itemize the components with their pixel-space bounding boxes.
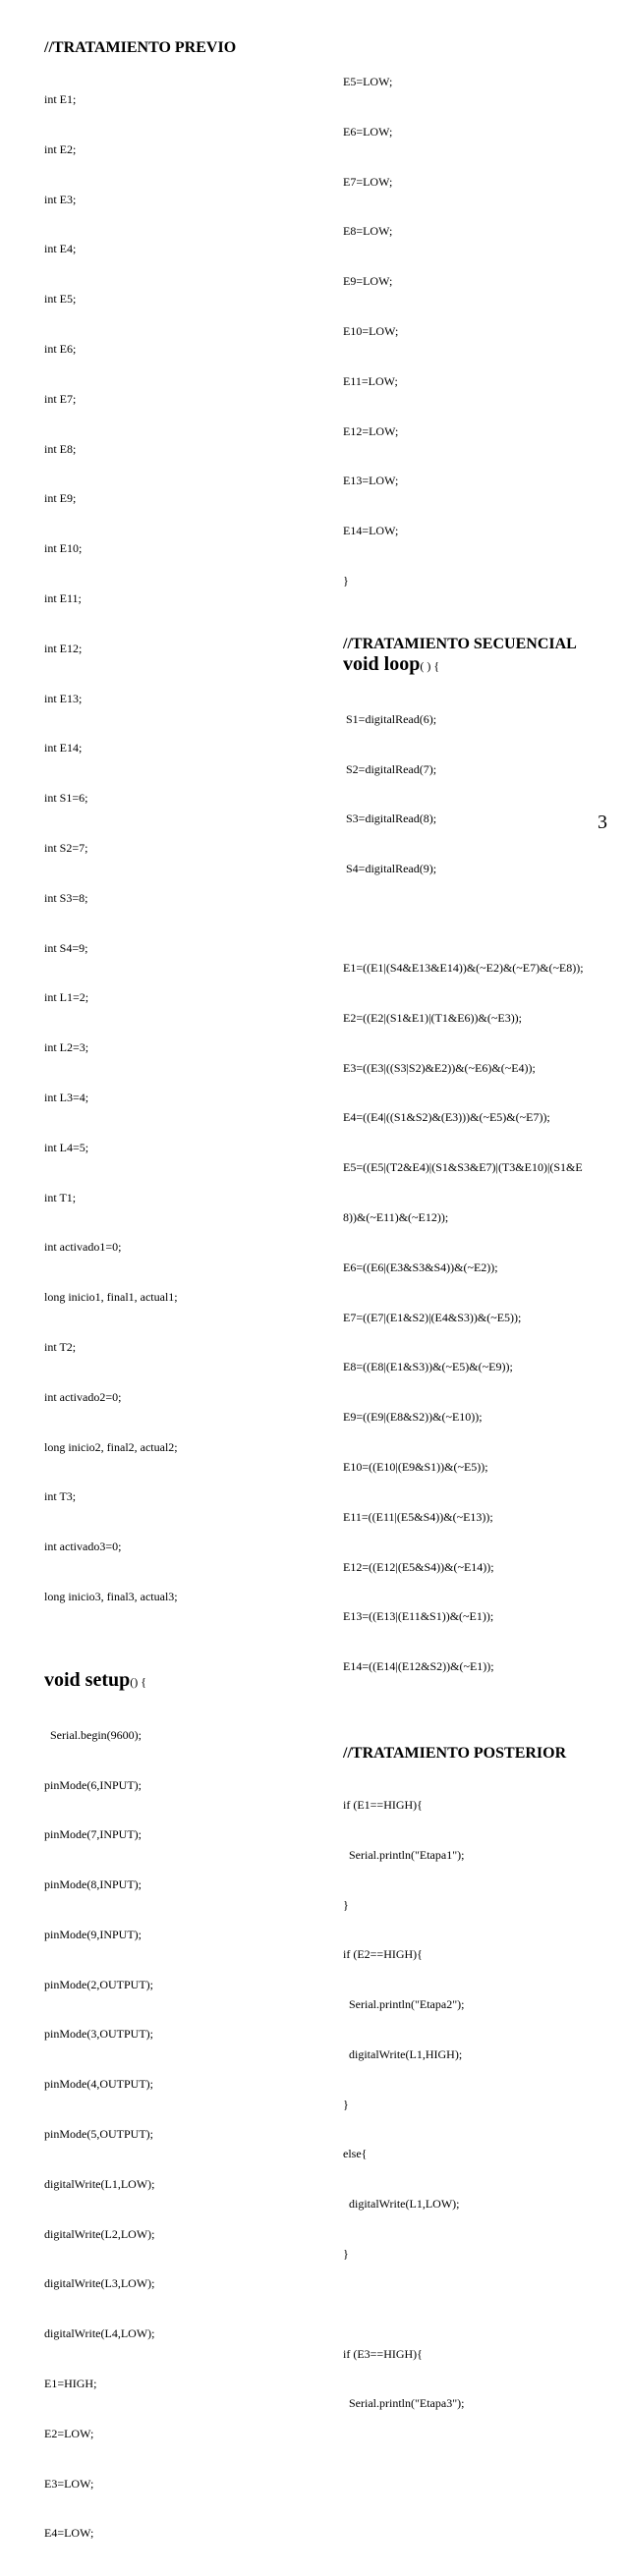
code-line: E6=((E6|(E3&S3&S4))&(~E2)); [343, 1260, 498, 1274]
code-line: E1=((E1|(S4&E13&E14))&(~E2)&(~E7)&(~E8)); [343, 960, 584, 975]
code-line: if (E2==HIGH){ [343, 1947, 423, 1962]
code-line: int E8; [44, 441, 77, 456]
code-line: E12=((E12|(E5&S4))&(~E14)); [343, 1559, 494, 1574]
code-line: int S2=7; [44, 840, 88, 855]
code-line: E2=LOW; [44, 2426, 94, 2440]
code-line: Serial.println("Etapa3"); [343, 2396, 465, 2411]
code-line: int E2; [44, 141, 77, 156]
code-line: pinMode(8,INPUT); [44, 1877, 142, 1892]
code-line: E11=((E11|(E5&S4))&(~E13)); [343, 1509, 493, 1524]
code-line: E5=LOW; [343, 75, 393, 88]
heading-tratamiento-secuencial: //TRATAMIENTO SECUENCIAL [343, 635, 577, 652]
code-line: E9=LOW; [343, 274, 393, 289]
code-line: E13=LOW; [343, 474, 399, 488]
code-line: E6=LOW; [343, 124, 393, 139]
code-line: E7=((E7|(E1&S2)|(E4&S3))&(~E5)); [343, 1310, 522, 1324]
code-line: E3=LOW; [44, 2476, 94, 2491]
code-line: S4=digitalRead(9); [343, 862, 437, 876]
code-line: Serial.begin(9600); [44, 1727, 142, 1742]
code-line: E10=((E10|(E9&S1))&(~E5)); [343, 1459, 488, 1474]
code-line: if (E1==HIGH){ [343, 1797, 423, 1812]
post-block [343, 1763, 618, 2446]
equations-block [343, 925, 618, 1709]
code-line: int T1; [44, 1190, 77, 1204]
code-line: pinMode(6,INPUT); [44, 1777, 142, 1792]
code-line: digitalWrite(L2,LOW); [44, 2226, 155, 2241]
setup-continued-block [343, 39, 618, 624]
code-line: int S1=6; [44, 791, 88, 806]
code-line: E14=LOW; [343, 524, 399, 538]
code-line: } [343, 2097, 349, 2111]
code-line: pinMode(4,OUTPUT); [44, 2077, 153, 2092]
setup-suffix: () { [130, 1674, 147, 1689]
code-line: E2=((E2|(S1&E1)|(T1&E6))&(~E3)); [343, 1010, 523, 1025]
code-line: E9=((E9|(E8&S2))&(~E10)); [343, 1410, 483, 1425]
code-line: E13=((E13|(E11&S1))&(~E1)); [343, 1609, 494, 1624]
code-line: int L3=4; [44, 1090, 89, 1104]
code-line: int E3; [44, 192, 77, 206]
code-line: int E13; [44, 691, 83, 705]
code-line: pinMode(3,OUTPUT); [44, 2027, 153, 2042]
code-line: E1=HIGH; [44, 2377, 97, 2391]
code-line: digitalWrite(L3,LOW); [44, 2276, 155, 2291]
code-line: int activado1=0; [44, 1240, 122, 1255]
declarations-block [44, 57, 324, 1640]
code-line: } [343, 1897, 349, 1912]
code-line: int E4; [44, 242, 77, 256]
spacer [44, 1640, 324, 1669]
heading-tratamiento-previo: //TRATAMIENTO PREVIO [44, 39, 237, 56]
setup-block [44, 1693, 324, 2576]
code-line: int E10; [44, 541, 83, 556]
code-line: digitalWrite(L4,LOW); [44, 2326, 155, 2341]
code-line: E12=LOW; [343, 423, 399, 438]
code-line: E7=LOW; [343, 174, 393, 189]
code-line: S2=digitalRead(7); [343, 761, 437, 776]
code-line: 8))&(~E11)&(~E12)); [343, 1209, 449, 1224]
code-line: int L2=3; [44, 1040, 89, 1055]
heading-tratamiento-posterior: //TRATAMIENTO POSTERIOR [343, 1744, 567, 1762]
code-line: long inicio2, final2, actual2; [44, 1439, 178, 1454]
code-line: pinMode(7,INPUT); [44, 1827, 142, 1842]
code-line: int E1; [44, 92, 77, 106]
code-line: int E9; [44, 491, 77, 506]
code-line: Serial.println("Etapa1"); [343, 1847, 465, 1862]
code-line: int E14; [44, 741, 83, 756]
code-line: digitalWrite(L1,HIGH); [343, 2046, 463, 2061]
spacer [343, 624, 618, 636]
code-line: E10=LOW; [343, 323, 399, 338]
code-line: int E11; [44, 590, 82, 605]
code-line: } [343, 2247, 349, 2262]
code-line: pinMode(9,INPUT); [44, 1927, 142, 1941]
spacer [343, 912, 618, 925]
code-line: S1=digitalRead(6); [343, 711, 437, 726]
code-line: int T2; [44, 1339, 77, 1354]
code-line: int E6; [44, 341, 77, 356]
right-column [343, 39, 618, 2446]
code-line: digitalWrite(L1,LOW); [44, 2176, 155, 2191]
code-line: if (E3==HIGH){ [343, 2346, 423, 2361]
code-line: E3=((E3|((S3|S2)&E2))&(~E6)&(~E4)); [343, 1060, 536, 1075]
code-line: E8=((E8|(E1&S3))&(~E5)&(~E9)); [343, 1360, 513, 1374]
code-line: } [343, 573, 349, 588]
code-line: pinMode(2,OUTPUT); [44, 1977, 153, 1991]
code-line: long inicio1, final1, actual1; [44, 1290, 178, 1305]
code-line: int L4=5; [44, 1140, 89, 1154]
code-line: S3=digitalRead(8); [343, 812, 437, 826]
code-line: pinMode(5,OUTPUT); [44, 2127, 153, 2142]
code-line: int S3=8; [44, 890, 88, 905]
code-line: long inicio3, final3, actual3; [44, 1589, 178, 1603]
reads-block [343, 677, 618, 912]
code-line: int activado3=0; [44, 1540, 122, 1554]
code-line: digitalWrite(L1,LOW); [343, 2197, 460, 2212]
code-line: int activado2=0; [44, 1389, 122, 1404]
code-line: int L1=2; [44, 990, 89, 1005]
left-column [44, 39, 324, 2576]
code-line [343, 2297, 618, 2312]
code-line: else{ [343, 2147, 368, 2161]
setup-name: void setup [44, 1668, 131, 1691]
code-line: int T3; [44, 1489, 77, 1504]
code-line: E4=LOW; [44, 2526, 94, 2541]
spacer [343, 1709, 618, 1745]
code-line: int E7; [44, 391, 77, 406]
loop-signature [343, 653, 618, 677]
code-line: E14=((E14|(E12&S2))&(~E1)); [343, 1659, 494, 1674]
code-line: E8=LOW; [343, 224, 393, 239]
code-line: E4=((E4|((S1&S2)&(E3)))&(~E5)&(~E7)); [343, 1110, 550, 1125]
loop-name: void loop [343, 652, 421, 675]
code-line: E11=LOW; [343, 373, 398, 388]
setup-signature [44, 1669, 324, 1693]
loop-suffix: ( ) { [420, 658, 440, 673]
code-line: E5=((E5|(T2&E4)|(S1&S3&E7)|(T3&E10)|(S1&E [343, 1160, 583, 1175]
code-line: int E5; [44, 292, 77, 307]
page-number: 3 [598, 812, 607, 833]
code-line: int S4=9; [44, 940, 88, 955]
code-line: Serial.println("Etapa2"); [343, 1997, 465, 2012]
code-line: int E12; [44, 641, 83, 655]
